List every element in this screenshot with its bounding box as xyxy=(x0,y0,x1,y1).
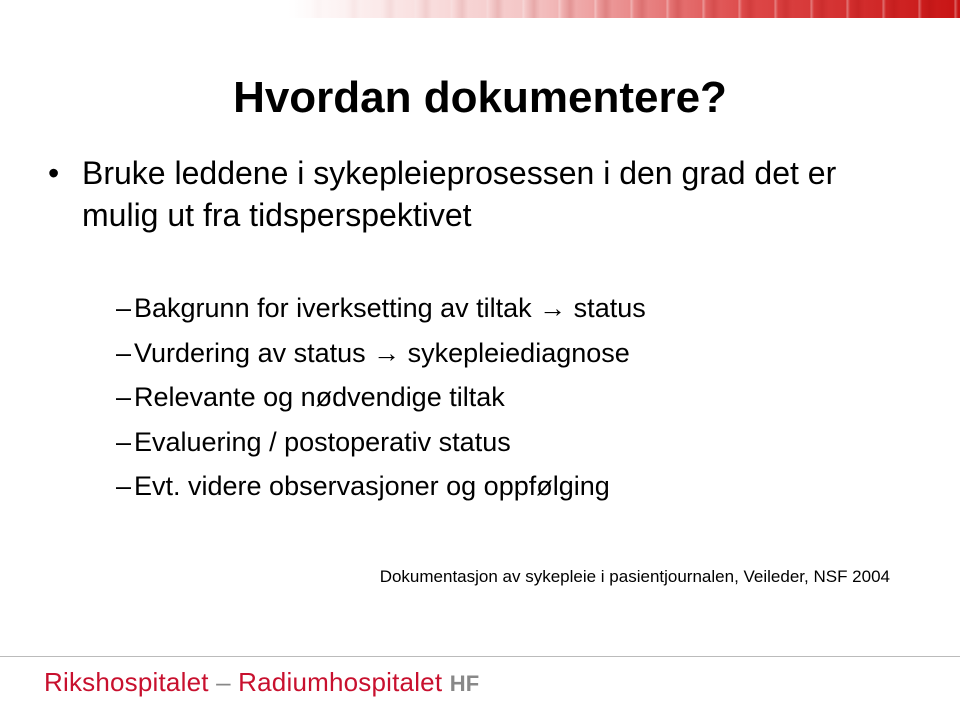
footer-divider xyxy=(0,656,960,657)
dash-icon: – xyxy=(116,426,132,457)
logo-suffix: HF xyxy=(449,671,480,696)
hospital-logo xyxy=(44,664,479,702)
sub-bullet-item xyxy=(116,375,916,420)
reference-citation: Dokumentasjon av sykepleie i pasientjournalen, Veileder, NSF 2004 xyxy=(379,567,890,586)
sub-bullet-text: Evaluering / postoperativ status xyxy=(134,426,511,457)
slide-title: Hvordan dokumentere? xyxy=(233,73,727,122)
sub-bullet-item xyxy=(116,331,916,376)
sub-bullet-list xyxy=(116,286,916,509)
dash-icon: – xyxy=(116,382,132,412)
sub-bullet-item xyxy=(116,286,916,331)
sub-bullet-item xyxy=(116,464,916,509)
logo-separator: – xyxy=(208,667,239,697)
dash-icon: – xyxy=(116,337,132,368)
sub-bullet-text: Evt. videre observasjoner og oppfølging xyxy=(134,471,610,501)
sub-bullet-text: Bakgrunn for iverksetting av tiltak → status xyxy=(134,293,646,323)
sub-bullet-text: Vurdering av status → sykepleiediagnose xyxy=(134,337,630,368)
dash-icon: – xyxy=(116,471,132,501)
dash-icon: – xyxy=(116,293,132,323)
bullet-dot-icon: • xyxy=(48,155,60,191)
main-bullet xyxy=(48,152,908,236)
banner-stripes xyxy=(0,0,960,18)
top-banner xyxy=(0,0,960,18)
sub-bullet-text: Relevante og nødvendige tiltak xyxy=(134,382,505,412)
logo-part-1: Rikshospitalet xyxy=(44,667,209,697)
main-bullet-text: Bruke leddene i sykepleieprosessen i den grad det er mulig ut fra tidsperspektivet xyxy=(82,155,837,233)
sub-bullet-item xyxy=(116,420,916,465)
logo-part-2: Radiumhospitalet xyxy=(238,667,443,697)
